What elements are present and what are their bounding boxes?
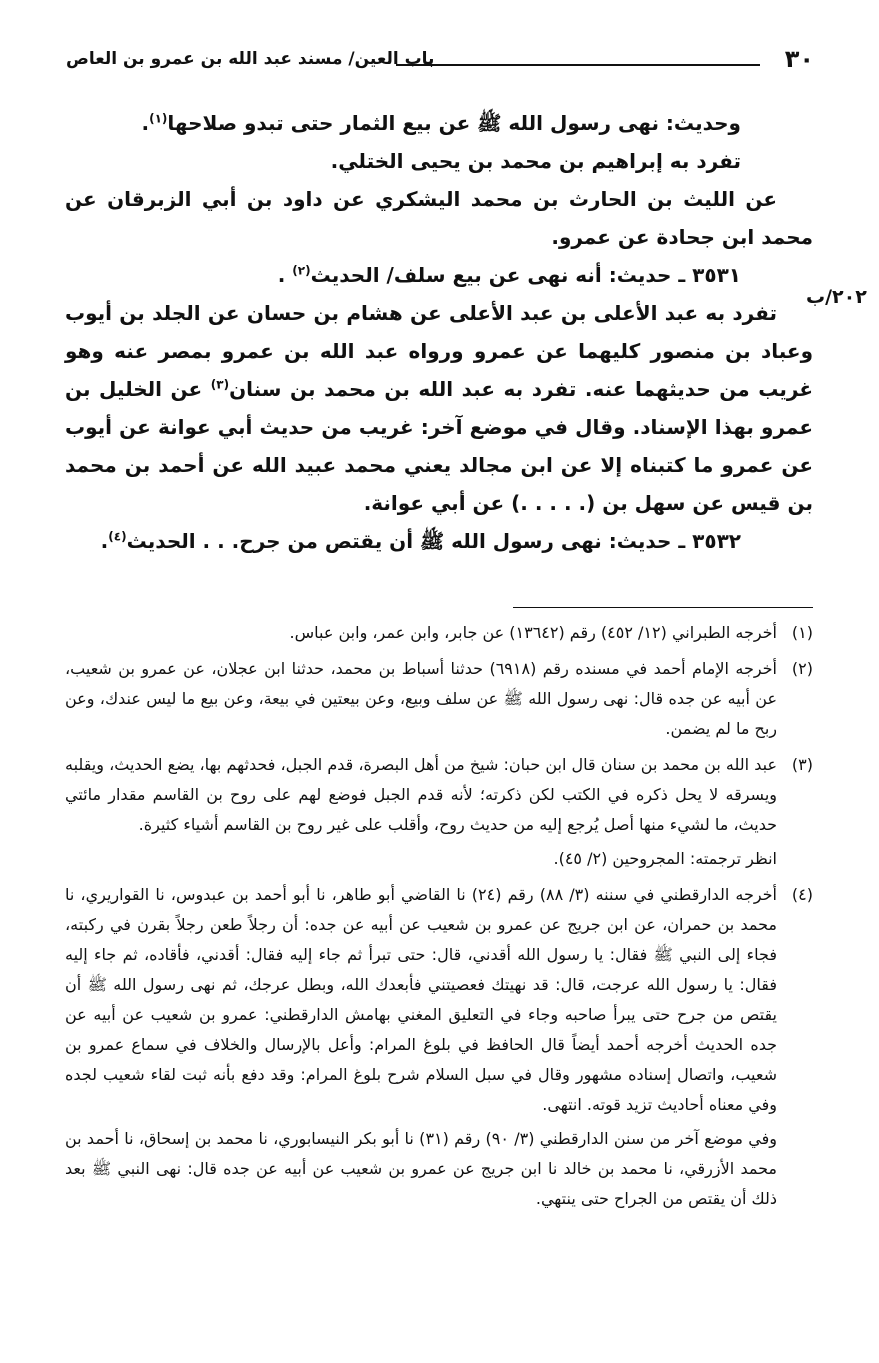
footnote-text: انظر ترجمته: المجروحين (٢/ ٤٥). (553, 849, 777, 868)
footnote-text: أخرجه الدارقطني في سننه (٣/ ٨٨) رقم (٢٤) نا القاضي أبو طاهر، نا أبو أحمد بن عبدوس، نا القواريري، نا محمد بن حمران، عن ابن جريج عن عمرو بن شعيب عن أبيه عن جده: أن رجلاً طعن رجلاً بقرن في ركبته، فجاء إلى النبي ﷺ فقال: يا رسول الله أقدني، قال: حتى تبرأ ثم جاء إليه فقال: أقدني، فأقاده، ثم جاء إليه فقال: يا رسول الله عرجت، قال: قد نهيتك فعصيتني فأبعدك الله، وبطل عرجك، ثم نهى رسول الله ﷺ أن يقتص من جرح حتى يبرأ صاحبه وجاء في التعليق المغني بهامش الدارقطني: عمرو بن شعيب عن أبيه عن جده الحديث أخرجه أحمد أيضاً قال الحافظ في بلوغ المرام: وأعل بالإرسال والخلاف في سماع عمرو بن شعيب، واتصال إسناده مشهور وقال في سبل السلام شرح بلوغ المرام: وقد دفع بأنه ثبت لقاء شعيب لجده وفي معناه أحاديث تزيد قوته. انتهى. (65, 885, 778, 1114)
hadith-paragraph (65, 104, 813, 142)
footnote-number: (٢) (791, 659, 813, 678)
footnote-text: وفي موضع آخر من سنن الدارقطني (٣/ ٩٠) رقم (٣١) نا أبو بكر النيسابوري، نا محمد بن إسحاق، نا أحمد بن محمد الأزرقي، نا محمد بن خالد نا ابن جريج عن عمرو بن شعيب عن أبيه عن جده قال: نهى النبي ﷺ بعد ذلك أن يقتص من الجراح حتى ينتهي. (65, 1129, 778, 1208)
footnote-number: (٣) (791, 755, 813, 774)
paragraph-end: . (277, 263, 293, 287)
footnote-body (65, 618, 777, 648)
footnote-text: عبد الله بن محمد بن سنان قال ابن حبان: شيخ من أهل البصرة، قدم الجبل، فحدثهم بها، يضع الحديث، ويقلبه ويسرقه لا يحل ذكره في الكتب لكن ذكرته؛ لأنه قدم الجبل فوضع لهم على روح بن القاسم مقدار مائتي حديث، ما لشيء منها أصل يُرجع إليه من حديث روح، وأقلب على غير روح بن القاسم أشياء كثيرة. (65, 755, 777, 834)
footnote (65, 750, 813, 874)
paragraph-text: عن الخليل بن عمرو بهذا الإسناد. وقال في موضع آخر: غريب من حديث أبي عوانة عن أيوب عن عمرو ما كتبناه إلا عن ابن مجالد يعني محمد عبيد الله عن أحمد بن محمد بن قيس عن سهل بن (. . . . .) عن أبي عوانة. (65, 377, 813, 515)
running-title: باب العين/ مسند عبد الله بن عمرو بن العاص (66, 49, 435, 69)
hadith-heading-3532 (65, 522, 813, 560)
paragraph-end: . (141, 111, 150, 135)
footnote-number: (٤) (791, 885, 813, 904)
footnote (65, 618, 813, 648)
chain-paragraph: عن الليث بن الحارث بن محمد اليشكري عن داود بن أبي الزبرقان عن محمد ابن جحادة عن عمرو. (65, 187, 813, 249)
paragraph-end: . (100, 529, 109, 553)
hadith-number: ٣٥٣١ ـ حديث: (608, 263, 741, 287)
footnote (65, 880, 813, 1214)
footnote-ref: (١) (149, 111, 168, 126)
margin-folio-note: ٢٠٢/ب (806, 286, 867, 308)
footnote-number: (١) (791, 623, 813, 642)
header-rule (396, 64, 760, 66)
paragraph-text: وحديث: نهى رسول الله ﷺ عن بيع الثمار حتى تبدو صلاحها (167, 111, 741, 135)
footnotes (65, 618, 813, 1220)
footnote-text: أخرجه الإمام أحمد في مسنده رقم (٦٩١٨) حدثنا أسباط بن محمد، حدثنا ابن عجلان، عن عمرو بن شعيب، عن أبيه عن جده قال: نهى رسول الله ﷺ عن سلف وبيع، وعن بيعتين في بيعة، وعن بيع ما ليس عندك، وعن ربح ما لم يضمن. (65, 659, 777, 738)
footnote-text: أخرجه الطبراني (١٢/ ٤٥٢) رقم (١٣٦٤٢) عن جابر، وابن عمر، وابن عباس. (289, 623, 777, 642)
footnote-body (65, 654, 777, 744)
footnote-body (65, 880, 777, 1214)
hadith-number: ٣٥٣٢ ـ حديث: (608, 529, 741, 553)
hadith-heading-3531 (65, 256, 813, 294)
footnote-ref: (٢) (292, 263, 311, 278)
page-header (66, 44, 814, 74)
footnote-ref: (٤) (108, 529, 127, 544)
hadith-text: نهى رسول الله ﷺ أن يقتص من جرح. . . الحديث (126, 529, 609, 553)
footnote-separator (513, 607, 813, 608)
footnote-ref: (٣) (210, 377, 230, 392)
footnote-body (65, 750, 777, 874)
page-number: ٣٠ (784, 45, 814, 73)
commentary-paragraph (65, 294, 813, 522)
paragraph-text: تفرد به عبد الأعلى بن عبد الأعلى عن هشام بن حسان عن الجلد بن أيوب وعباد بن منصور كليهما عن عمرو ورواه عبد الله بن عمرو بمصر عنه وهو غريب من حديثهما عنه. تفرد به عبد الله بن محمد بن سنان (65, 301, 814, 401)
hadith-text: أنه نهى عن بيع سلف/ الحديث (310, 263, 609, 287)
main-text (65, 104, 813, 560)
narrator-paragraph: تفرد به إبراهيم بن محمد بن يحيى الختلي. (330, 149, 741, 173)
footnote (65, 654, 813, 744)
